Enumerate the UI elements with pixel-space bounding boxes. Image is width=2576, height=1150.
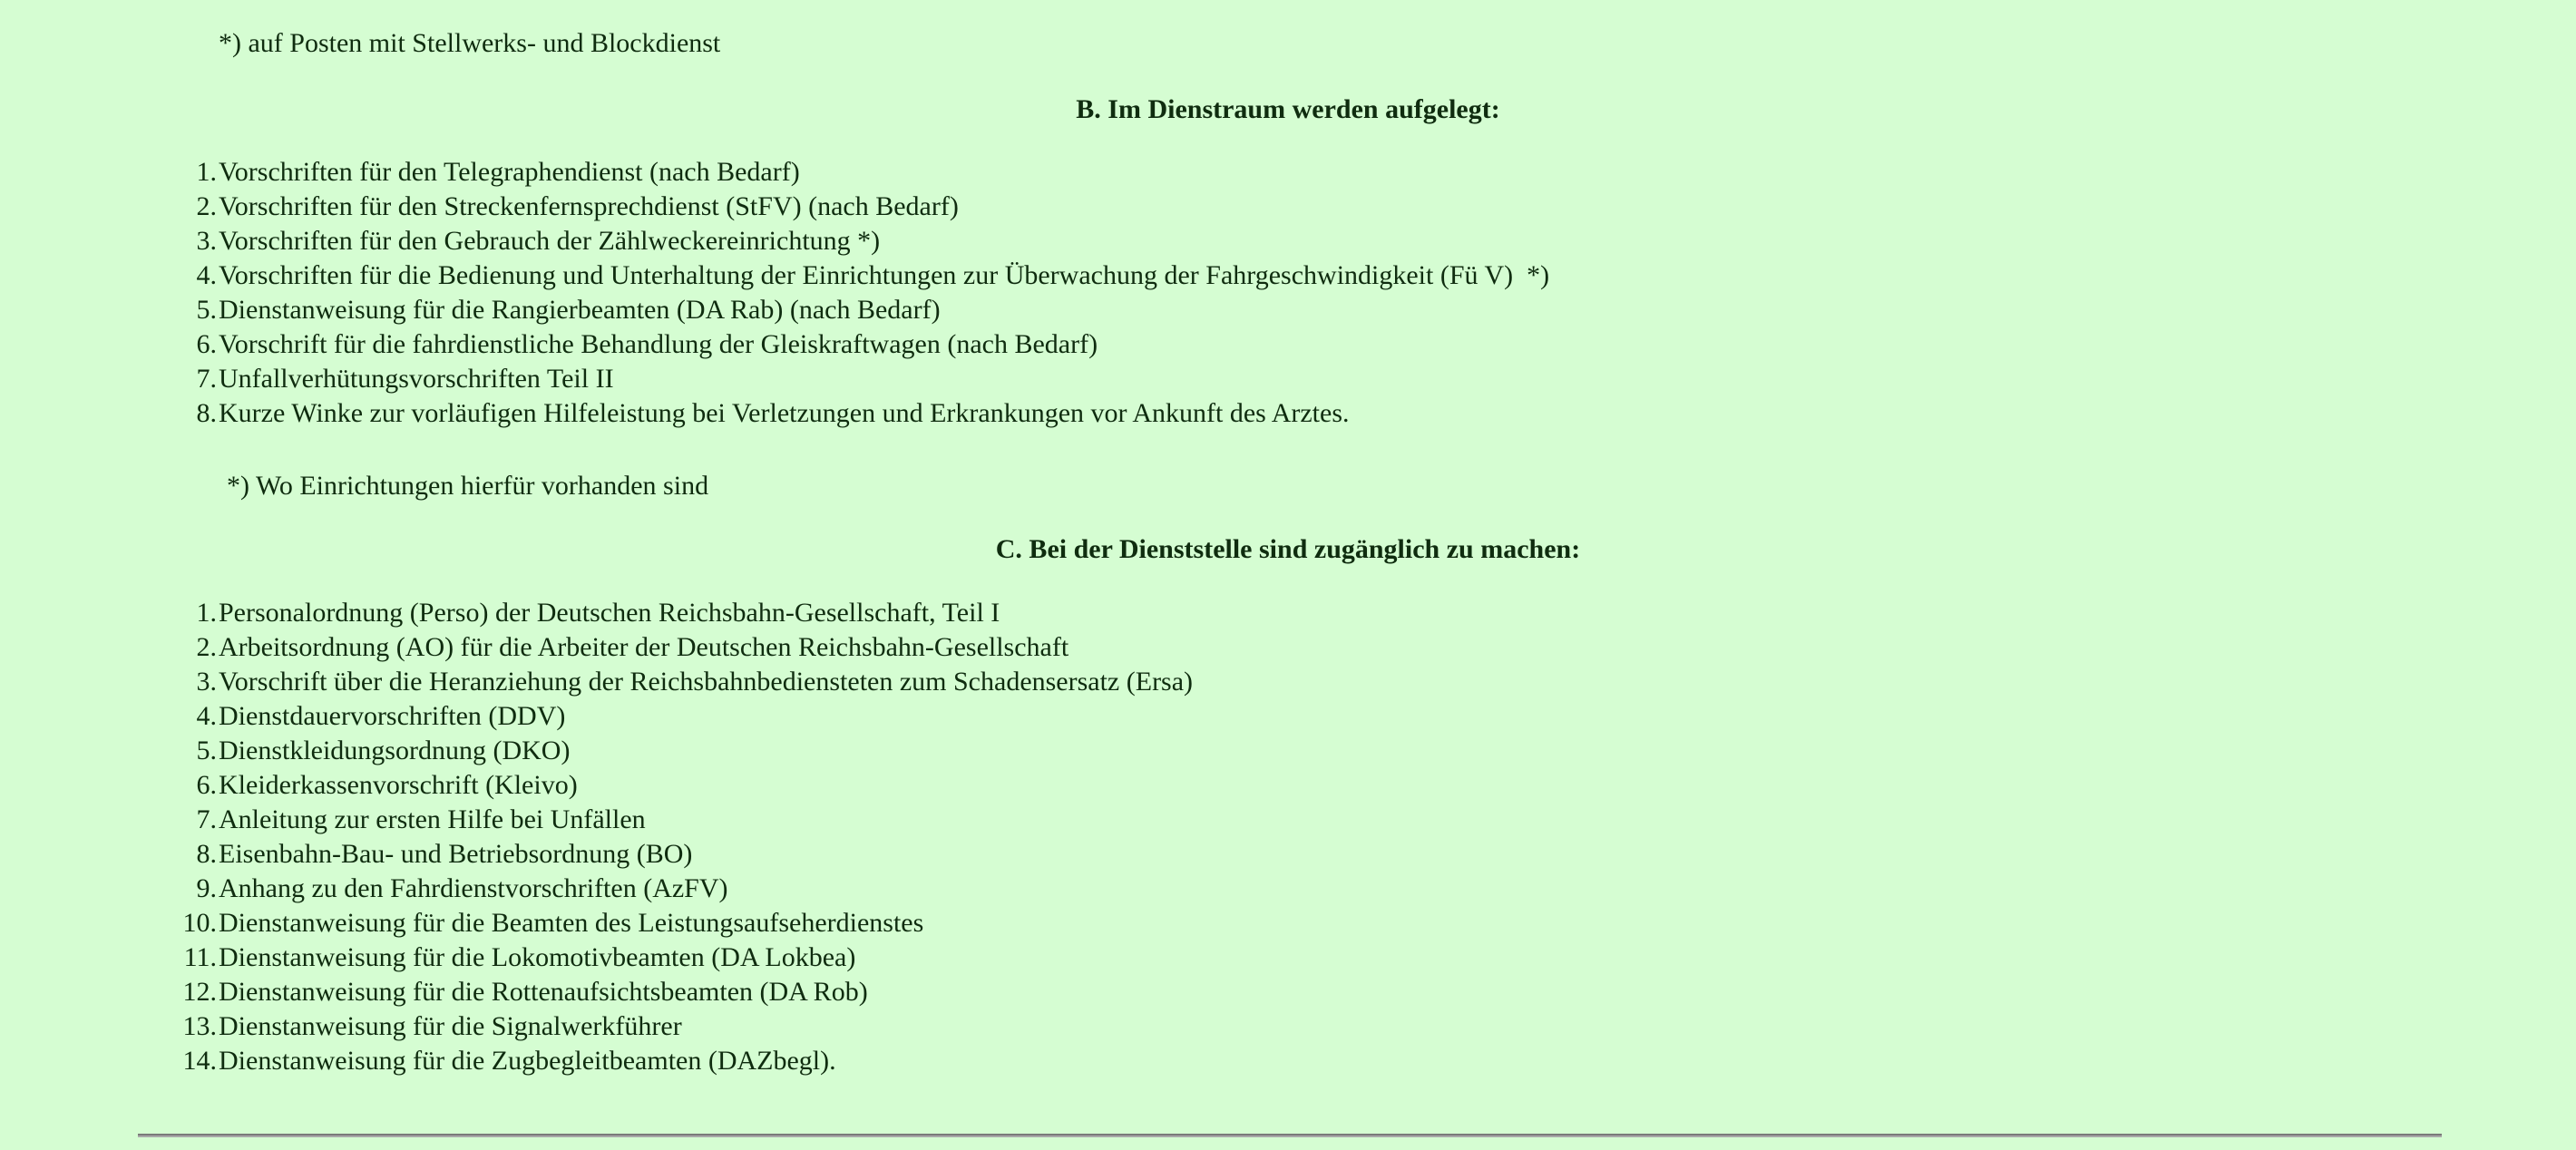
- item-number: 2.: [196, 632, 217, 662]
- list-item: [196, 155, 1549, 190]
- item-text: Eisenbahn-Bau- und Betriebsordnung (BO): [219, 839, 693, 869]
- item-number: 3.: [196, 226, 217, 256]
- section-c-list: [182, 596, 1194, 1078]
- list-item: [196, 258, 1550, 293]
- item-text: Kleiderkassenvorschrift (Kleivo): [219, 770, 578, 800]
- item-number: 2.: [196, 191, 217, 221]
- top-footnote: *) auf Posten mit Stellwerks- und Blockdienst: [219, 28, 721, 58]
- item-number: 1.: [196, 157, 217, 187]
- list-item: [196, 630, 1193, 665]
- item-number: 9.: [196, 873, 217, 903]
- list-item: [196, 837, 1193, 872]
- list-item: [182, 975, 1193, 1009]
- item-number: 8.: [196, 398, 217, 428]
- list-item: [196, 224, 1549, 258]
- list-item: [196, 293, 1549, 327]
- item-text: Personalordnung (Perso) der Deutschen Reichsbahn-Gesellschaft, Teil I: [219, 598, 1000, 628]
- list-item: [196, 362, 1549, 396]
- item-number: 11.: [183, 942, 217, 972]
- list-item: [182, 1009, 1193, 1044]
- item-text: Arbeitsordnung (AO) für die Arbeiter der Deutschen Reichsbahn-Gesellschaft: [219, 632, 1069, 662]
- item-text: Vorschriften für den Gebrauch der Zählweckereinrichtung *): [219, 226, 881, 256]
- item-text: Vorschrift über die Heranziehung der Reichsbahnbediensteten zum Schadensersatz (Ersa): [219, 667, 1194, 697]
- item-text: Dienstanweisung für die Zugbegleitbeamten (DAZbegl).: [219, 1046, 836, 1076]
- item-number: 6.: [196, 770, 217, 800]
- list-item: [196, 803, 1193, 837]
- section-c-heading: C. Bei der Dienststelle sind zugänglich zu machen:: [995, 534, 1581, 564]
- list-item: [196, 734, 1193, 768]
- item-number: 13.: [182, 1011, 217, 1041]
- item-number: 7.: [196, 364, 217, 394]
- item-text: Dienstanweisung für die Lokomotivbeamten (DA Lokbea): [219, 942, 856, 972]
- item-text: Dienstkleidungsordnung (DKO): [219, 736, 571, 765]
- list-item: [196, 699, 1193, 734]
- item-number: 5.: [196, 295, 217, 325]
- list-item: [196, 768, 1193, 803]
- list-item: [182, 1044, 1193, 1078]
- section-b-footnote: *) Wo Einrichtungen hierfür vorhanden sind: [227, 471, 709, 501]
- list-item: [196, 596, 1193, 630]
- section-b-heading: B. Im Dienstraum werden aufgelegt:: [1076, 94, 1500, 124]
- item-text: Dienstdauervorschriften (DDV): [219, 701, 566, 731]
- list-item: [182, 906, 1193, 940]
- list-item: [196, 327, 1549, 362]
- item-text: Dienstanweisung für die Beamten des Leistungsaufseherdienstes: [219, 908, 924, 938]
- section-b-list: [196, 155, 1550, 431]
- item-text: Dienstanweisung für die Rangierbeamten (DA Rab) (nach Bedarf): [219, 295, 941, 325]
- item-number: 4.: [196, 260, 217, 290]
- item-number: 12.: [182, 977, 217, 1007]
- horizontal-rule: [138, 1134, 2442, 1137]
- item-text: Unfallverhütungsvorschriften Teil II: [219, 364, 614, 394]
- list-item: [196, 396, 1549, 431]
- item-text: Vorschrift für die fahrdienstliche Behandlung der Gleiskraftwagen (nach Bedarf): [219, 329, 1098, 359]
- item-text: Dienstanweisung für die Signalwerkführer: [219, 1011, 682, 1041]
- item-number: 1.: [196, 598, 217, 628]
- item-number: 5.: [196, 736, 217, 765]
- item-text: Anhang zu den Fahrdienstvorschriften (AzFV): [219, 873, 728, 903]
- item-text: Vorschriften für die Bedienung und Unterhaltung der Einrichtungen zur Überwachung der Fahrgeschwindigkeit (Fü V) *): [219, 260, 1550, 290]
- item-text: Vorschriften für den Telegraphendienst (nach Bedarf): [219, 157, 800, 187]
- item-number: 10.: [182, 908, 217, 938]
- list-item: [183, 940, 1193, 975]
- item-text: Anleitung zur ersten Hilfe bei Unfällen: [219, 804, 646, 834]
- item-number: 7.: [196, 804, 217, 834]
- item-number: 6.: [196, 329, 217, 359]
- item-number: 3.: [196, 667, 217, 697]
- list-item: [196, 872, 1193, 906]
- list-item: [196, 190, 1549, 224]
- item-text: Vorschriften für den Streckenfernsprechdienst (StFV) (nach Bedarf): [219, 191, 959, 221]
- item-number: 8.: [196, 839, 217, 869]
- item-number: 4.: [196, 701, 217, 731]
- list-item: [196, 665, 1194, 699]
- item-number: 14.: [182, 1046, 217, 1076]
- item-text: Dienstanweisung für die Rottenaufsichtsbeamten (DA Rob): [219, 977, 868, 1007]
- item-text: Kurze Winke zur vorläufigen Hilfeleistung bei Verletzungen und Erkrankungen vor Ankunft des Arztes.: [219, 398, 1350, 428]
